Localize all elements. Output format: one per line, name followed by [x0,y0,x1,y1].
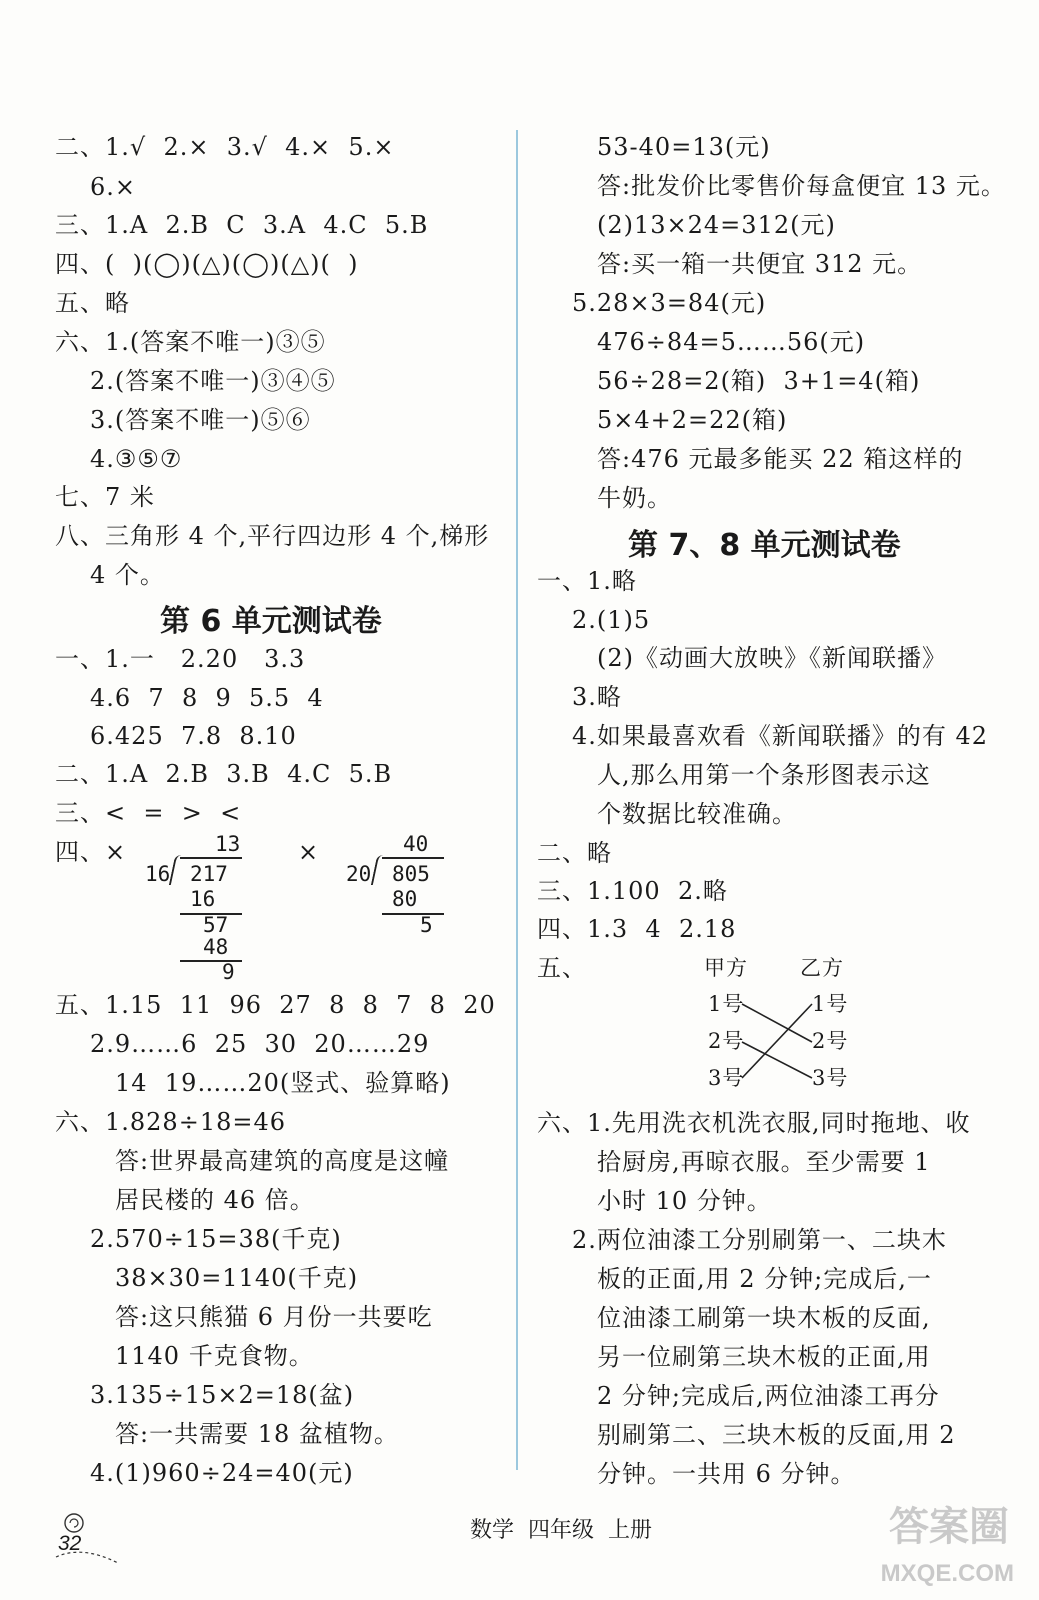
r-line-8: 5×4+2=22(箱) [597,406,788,434]
u6-section-6-q3: 3.135÷15×2=18(盆) [90,1381,355,1409]
r-line-4: 答:买一箱一共便宜 312 元。 [597,250,923,278]
s5-section-6-q1: 六、1.(答案不唯一)③⑤ [55,328,326,356]
u6-section-1-line1: 一、1.一 2.20 3.3 [55,645,306,673]
r-line-10: 牛奶。 [597,484,672,512]
r-line-1: 53-40=13(元) [597,133,771,161]
s5-section-6-q3: 3.(答案不唯一)⑤⑥ [90,406,311,434]
u78-section-1-q4: 4.如果最喜欢看《新闻联播》的有 42 [572,722,989,750]
u6-section-4-mark2: × [298,838,320,866]
column-divider [516,130,518,1470]
u78-section-6-q2e: 2 分钟;完成后,两位油漆工再分 [597,1382,940,1410]
u78-section-1-q2: 2.(1)5 [572,606,651,634]
unit6-title: 第 6 单元测试卷 [160,604,382,639]
r-line-6: 476÷84=5……56(元) [597,328,866,356]
u6-section-6-q1: 六、1.828÷18=46 [55,1108,287,1136]
s5-section-7: 七、7 米 [55,483,155,511]
u6-section-6-q4: 4.(1)960÷24=40(元) [90,1459,354,1487]
u6-section-6-q2: 2.570÷15=38(千克) [90,1225,342,1253]
div1-product2: 48 [203,935,229,959]
u6-section-5-line2: 2.9……6 25 30 20……29 [90,1030,430,1058]
div1-bracket [169,855,187,885]
u78-section-1-q1: 一、1.略 [537,567,637,595]
match-right-3: 3号 [812,1066,849,1090]
u78-section-6-q2c: 位油漆工刷第一块木板的反面, [597,1304,931,1332]
match-line-3-1 [742,1004,812,1078]
u6-section-5-line3: 14 19……20(竖式、验算略) [115,1069,451,1097]
u78-section-6-q2: 2.两位油漆工分别刷第一、二块木 [572,1226,947,1254]
match-left-3: 3号 [708,1066,745,1090]
match-line-1-2 [742,1004,812,1042]
u78-section-6-q1b: 拾厨房,再晾衣服。至少需要 1 [597,1148,931,1176]
s5-section-4: 四、( )(◯)(△)(◯)(△)( ) [55,250,359,278]
u6-section-6-q2-ans: 答:这只熊猫 6 月份一共要吃 [115,1303,433,1331]
r-line-9: 答:476 元最多能买 22 箱这样的 [597,445,964,473]
u6-section-6-q2-calc: 38×30=1140(千克) [115,1264,359,1292]
u6-section-3: 三、< = > < [55,799,242,827]
u6-section-6-q3-ans: 答:一共需要 18 盆植物。 [115,1420,399,1448]
u78-section-1-q3: 3.略 [572,683,622,711]
u6-section-5-line1: 五、1.15 11 96 27 8 8 7 8 20 [55,991,496,1019]
div2-bracket-bar [382,857,444,859]
u78-section-6-q2f: 别刷第二、三块木板的反面,用 2 [597,1421,956,1449]
u6-section-6-q1-ans: 答:世界最高建筑的高度是这幢 [115,1147,450,1175]
u6-section-4: 四、× [55,838,127,866]
div1-divisor: 16 [145,862,171,886]
div2-dividend: 805 [392,862,430,886]
s5-section-5: 五、略 [55,289,130,317]
s5-section-8: 八、三角形 4 个,平行四边形 4 个,梯形 [55,522,490,550]
div2-quotient: 40 [403,832,429,856]
r-line-5: 5.28×3=84(元) [572,289,767,317]
u78-section-6-q1c: 小时 10 分钟。 [597,1187,772,1215]
watermark-logo: 答案圈 [889,1505,1009,1549]
div2-divisor: 20 [346,862,372,886]
match-left-2: 2号 [708,1029,745,1053]
div1-dividend: 217 [190,862,228,886]
match-right-2: 2号 [812,1029,849,1053]
u78-section-6-q2b: 板的正面,用 2 分钟;完成后,一 [597,1265,932,1293]
match-line-2-3 [742,1042,812,1078]
match-lines [740,990,820,1090]
div2-bracket [371,855,389,885]
match-right-title: 乙方 [800,956,844,980]
u78-section-6-q2g: 分钟。一共用 6 分钟。 [597,1460,856,1488]
match-left-title: 甲方 [704,956,748,980]
div1-remainder1: 57 [203,913,229,937]
match-left-1: 1号 [708,992,745,1016]
u6-section-6-q1-ans2: 居民楼的 46 倍。 [115,1186,315,1214]
u78-section-1-q4c: 个数据比较准确。 [597,800,797,828]
r-line-3: (2)13×24=312(元) [597,211,836,239]
div2-line1 [382,913,444,915]
div2-product1: 80 [392,887,418,911]
u78-section-4: 四、1.3 4 2.18 [537,915,737,943]
s5-section-2: 二、1.√ 2.× 3.√ 4.× 5.× [55,133,395,161]
u78-section-1-q4b: 人,那么用第一个条形图表示这 [597,761,931,789]
div1-quotient: 13 [215,832,241,856]
u78-section-2: 二、略 [537,839,612,867]
match-right-1: 1号 [812,992,849,1016]
div1-product1: 16 [190,887,216,911]
u6-section-2: 二、1.A 2.B 3.B 4.C 5.B [55,760,393,788]
div1-remainder: 9 [222,960,235,984]
div2-remainder: 5 [420,913,433,937]
u6-section-1-line2: 4.6 7 8 9 5.5 4 [90,684,324,712]
s5-section-3: 三、1.A 2.B C 3.A 4.C 5.B [55,211,429,239]
u78-section-3: 三、1.100 2.略 [537,877,728,905]
u78-section-6-q1: 六、1.先用洗衣机洗衣服,同时拖地、收 [537,1109,971,1137]
watermark-url: MXQE.COM [880,1560,1014,1587]
s5-section-8-cont: 4 个。 [90,561,165,589]
u78-section-6-q2d: 另一位刷第三块木板的正面,用 [597,1343,931,1371]
footer-subject: 数学 四年级 上册 [470,1518,652,1543]
u78-section-1-q2b: (2)《动画大放映》《新闻联播》 [597,644,947,672]
r-line-2: 答:批发价比零售价每盒便宜 13 元。 [597,172,1006,200]
s5-section-6-q2: 2.(答案不唯一)③④⑤ [90,367,336,395]
u6-section-1-line3: 6.425 7.8 8.10 [90,722,297,750]
page-number: 32 [58,1532,82,1555]
u6-section-6-q2-ans2: 1140 千克食物。 [115,1342,314,1370]
r-line-7: 56÷28=2(箱) 3+1=4(箱) [597,367,921,395]
u78-section-5: 五、 [537,954,587,982]
unit78-title: 第 7、8 单元测试卷 [628,528,901,563]
div1-bracket-bar [180,857,242,859]
s5-section-6-q4: 4.③⑤⑦ [90,445,183,473]
s5-section-2-item6: 6.× [90,173,137,201]
